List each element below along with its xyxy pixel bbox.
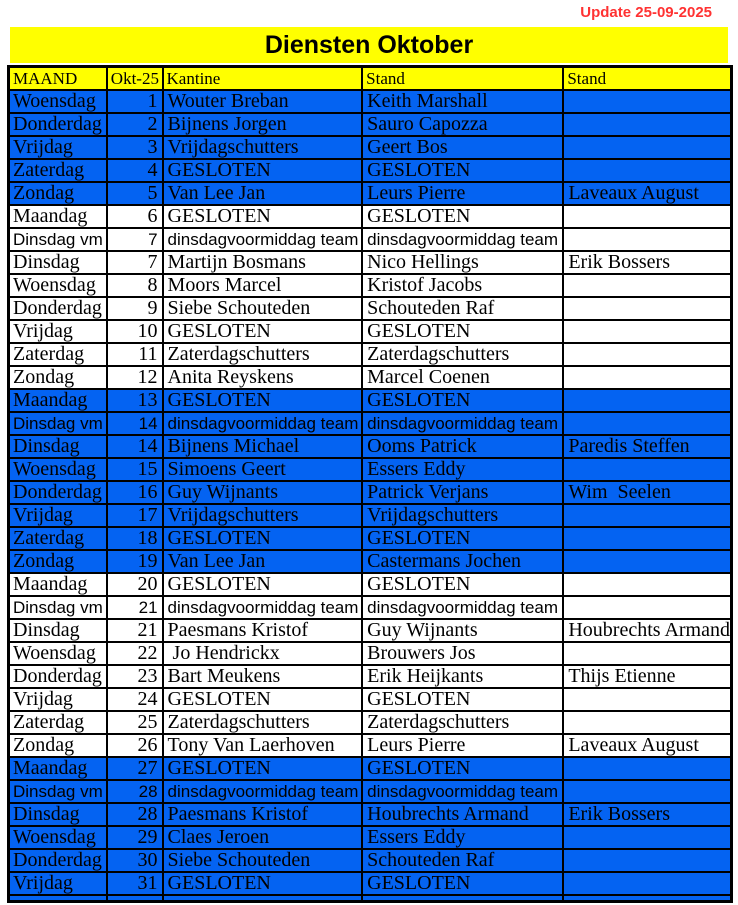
cell-stand: Ooms Patrick [362,435,563,458]
table-row [9,274,732,297]
cell-stand-extra [563,757,731,780]
cell-kantine: dinsdagvoormiddag team [163,228,363,251]
table-row [9,136,732,159]
cell-date: 20 [107,573,163,596]
cell-kantine: Vrijdagschutters [163,136,363,159]
cell-stand: Brouwers Jos [362,642,563,665]
cell-stand: GESLOTEN [362,757,563,780]
cell-kantine: Bijnens Jorgen [163,113,363,136]
cell-day: Donderdag [9,113,107,136]
spacer-cell [107,895,163,902]
table-row [9,711,732,734]
table-row [9,872,732,895]
table-row [9,665,732,688]
cell-kantine: Van Lee Jan [163,182,363,205]
cell-stand: Sauro Capozza [362,113,563,136]
cell-day: Maandag [9,205,107,228]
col-header-maand: MAAND [9,67,107,91]
cell-day: Zondag [9,182,107,205]
cell-date: 29 [107,826,163,849]
cell-kantine: GESLOTEN [163,872,363,895]
cell-day: Dinsdag [9,803,107,826]
cell-day: Donderdag [9,665,107,688]
cell-stand: GESLOTEN [362,159,563,182]
table-row [9,573,732,596]
cell-stand-extra [563,113,731,136]
table-row [9,343,732,366]
cell-stand-extra: Laveaux August [563,734,731,757]
cell-stand-extra [563,642,731,665]
table-row [9,596,732,619]
cell-date: 21 [107,596,163,619]
cell-kantine: GESLOTEN [163,527,363,550]
cell-kantine: GESLOTEN [163,159,363,182]
cell-date: 31 [107,872,163,895]
cell-stand-extra: Laveaux August [563,182,731,205]
cell-kantine: Van Lee Jan [163,550,363,573]
cell-date: 28 [107,780,163,803]
cell-date: 16 [107,481,163,504]
cell-kantine: Siebe Schouteden [163,849,363,872]
cell-stand: Kristof Jacobs [362,274,563,297]
table-body [9,90,732,895]
cell-kantine: Moors Marcel [163,274,363,297]
cell-day: Dinsdag vm [9,596,107,619]
cell-day: Zaterdag [9,527,107,550]
cell-date: 15 [107,458,163,481]
cell-day: Maandag [9,389,107,412]
cell-stand: Guy Wijnants [362,619,563,642]
cell-day: Maandag [9,757,107,780]
cell-day: Zondag [9,550,107,573]
cell-day: Dinsdag [9,435,107,458]
cell-stand: dinsdagvoormiddag team [362,780,563,803]
cell-kantine: Jo Hendrickx [163,642,363,665]
table-row [9,366,732,389]
cell-kantine: GESLOTEN [163,205,363,228]
cell-stand-extra: Paredis Steffen [563,435,731,458]
cell-date: 24 [107,688,163,711]
cell-kantine: GESLOTEN [163,389,363,412]
cell-day: Zaterdag [9,343,107,366]
cell-stand-extra [563,205,731,228]
cell-kantine: Bijnens Michael [163,435,363,458]
table-row [9,527,732,550]
cell-stand-extra [563,504,731,527]
table-row [9,159,732,182]
cell-stand: Leurs Pierre [362,182,563,205]
roster-table [7,65,733,903]
spacer-cell [563,895,731,902]
cell-date: 17 [107,504,163,527]
table-footer [9,895,732,902]
cell-stand-extra [563,159,731,182]
cell-kantine: Zaterdagschutters [163,711,363,734]
cell-date: 3 [107,136,163,159]
table-row [9,780,732,803]
cell-stand-extra: Erik Bossers [563,803,731,826]
table-row [9,504,732,527]
cell-day: Maandag [9,573,107,596]
cell-date: 1 [107,90,163,113]
cell-stand: Marcel Coenen [362,366,563,389]
cell-date: 14 [107,435,163,458]
cell-stand-extra [563,849,731,872]
cell-stand: Castermans Jochen [362,550,563,573]
cell-stand: Houbrechts Armand [362,803,563,826]
roster-table-wrap [7,65,733,903]
cell-day: Vrijdag [9,872,107,895]
table-row [9,550,732,573]
table-row [9,481,732,504]
cell-stand: GESLOTEN [362,320,563,343]
cell-stand: dinsdagvoormiddag team [362,228,563,251]
cell-stand-extra [563,550,731,573]
table-row [9,320,732,343]
cell-kantine: Wouter Breban [163,90,363,113]
cell-stand: GESLOTEN [362,205,563,228]
cell-date: 23 [107,665,163,688]
page-title: Diensten Oktober [264,30,474,59]
cell-date: 14 [107,412,163,435]
cell-kantine: dinsdagvoormiddag team [163,412,363,435]
cell-stand: GESLOTEN [362,389,563,412]
cell-day: Woensdag [9,826,107,849]
header-row [9,67,732,91]
cell-stand-extra [563,136,731,159]
table-row [9,803,732,826]
table-row [9,642,732,665]
cell-stand-extra [563,826,731,849]
cell-kantine: GESLOTEN [163,573,363,596]
cell-stand: dinsdagvoormiddag team [362,412,563,435]
cell-day: Vrijdag [9,320,107,343]
spacer-row [9,895,732,902]
table-row [9,228,732,251]
cell-stand: Schouteden Raf [362,297,563,320]
spacer-cell [163,895,363,902]
cell-date: 28 [107,803,163,826]
cell-date: 30 [107,849,163,872]
cell-day: Dinsdag vm [9,228,107,251]
cell-day: Vrijdag [9,136,107,159]
cell-stand-extra [563,780,731,803]
cell-stand: Leurs Pierre [362,734,563,757]
spacer-cell [362,895,563,902]
cell-stand-extra [563,573,731,596]
cell-date: 8 [107,274,163,297]
table-row [9,412,732,435]
cell-date: 12 [107,366,163,389]
update-date-label: Update 25-09-2025 [580,4,712,21]
cell-stand-extra [563,412,731,435]
cell-date: 7 [107,251,163,274]
cell-stand-extra [563,90,731,113]
cell-kantine: dinsdagvoormiddag team [163,596,363,619]
cell-date: 22 [107,642,163,665]
table-row [9,826,732,849]
table-row [9,389,732,412]
cell-stand-extra [563,343,731,366]
cell-date: 4 [107,159,163,182]
cell-stand-extra [563,389,731,412]
cell-day: Dinsdag [9,619,107,642]
cell-day: Vrijdag [9,504,107,527]
cell-stand: Schouteden Raf [362,849,563,872]
cell-day: Donderdag [9,849,107,872]
cell-kantine: Anita Reyskens [163,366,363,389]
cell-stand-extra [563,274,731,297]
cell-kantine: Simoens Geert [163,458,363,481]
cell-date: 19 [107,550,163,573]
cell-date: 11 [107,343,163,366]
cell-kantine: dinsdagvoormiddag team [163,780,363,803]
table-row [9,688,732,711]
cell-date: 25 [107,711,163,734]
cell-day: Vrijdag [9,688,107,711]
cell-stand: Keith Marshall [362,90,563,113]
spacer-cell [9,895,107,902]
cell-stand-extra [563,711,731,734]
cell-stand: dinsdagvoormiddag team [362,596,563,619]
col-header-stand-1: Stand [362,67,563,91]
cell-stand: Patrick Verjans [362,481,563,504]
cell-stand: Nico Hellings [362,251,563,274]
col-header-okt25: Okt-25 [107,67,163,91]
cell-date: 10 [107,320,163,343]
cell-stand: GESLOTEN [362,527,563,550]
cell-stand-extra [563,366,731,389]
cell-kantine: Guy Wijnants [163,481,363,504]
cell-stand-extra: Erik Bossers [563,251,731,274]
cell-kantine: Bart Meukens [163,665,363,688]
cell-kantine: GESLOTEN [163,320,363,343]
cell-kantine: Martijn Bosmans [163,251,363,274]
cell-stand: Erik Heijkants [362,665,563,688]
cell-day: Zaterdag [9,159,107,182]
cell-stand-extra [563,688,731,711]
cell-kantine: GESLOTEN [163,757,363,780]
table-row [9,182,732,205]
table-row [9,113,732,136]
cell-stand: Zaterdagschutters [362,711,563,734]
table-row [9,90,732,113]
cell-stand: GESLOTEN [362,688,563,711]
cell-day: Zondag [9,366,107,389]
cell-kantine: Paesmans Kristof [163,619,363,642]
cell-day: Zaterdag [9,711,107,734]
cell-stand: Essers Eddy [362,826,563,849]
cell-stand-extra: Thijs Etienne [563,665,731,688]
cell-day: Dinsdag [9,251,107,274]
table-row [9,619,732,642]
table-row [9,458,732,481]
cell-date: 2 [107,113,163,136]
cell-stand: Geert Bos [362,136,563,159]
cell-stand-extra [563,320,731,343]
cell-kantine: Tony Van Laerhoven [163,734,363,757]
cell-stand-extra [563,872,731,895]
cell-kantine: GESLOTEN [163,688,363,711]
cell-stand-extra [563,596,731,619]
cell-date: 18 [107,527,163,550]
col-header-stand-2: Stand [563,67,731,91]
cell-stand-extra: Wim Seelen [563,481,731,504]
col-header-kantine: Kantine [163,67,363,91]
cell-day: Zondag [9,734,107,757]
cell-stand-extra [563,228,731,251]
cell-stand-extra: Houbrechts Armand [563,619,731,642]
cell-date: 5 [107,182,163,205]
cell-date: 7 [107,228,163,251]
cell-stand-extra [563,458,731,481]
cell-date: 26 [107,734,163,757]
table-row [9,757,732,780]
cell-day: Donderdag [9,481,107,504]
cell-day: Woensdag [9,642,107,665]
cell-stand: GESLOTEN [362,872,563,895]
cell-date: 9 [107,297,163,320]
cell-stand: Vrijdagschutters [362,504,563,527]
table-row [9,849,732,872]
cell-day: Woensdag [9,458,107,481]
cell-date: 13 [107,389,163,412]
cell-day: Dinsdag vm [9,780,107,803]
title-banner [10,27,728,63]
table-row [9,297,732,320]
cell-kantine: Claes Jeroen [163,826,363,849]
cell-stand: Essers Eddy [362,458,563,481]
table-row [9,205,732,228]
cell-kantine: Paesmans Kristof [163,803,363,826]
cell-kantine: Zaterdagschutters [163,343,363,366]
cell-date: 27 [107,757,163,780]
cell-stand-extra [563,297,731,320]
table-row [9,435,732,458]
cell-date: 6 [107,205,163,228]
cell-day: Dinsdag vm [9,412,107,435]
cell-day: Donderdag [9,297,107,320]
cell-day: Woensdag [9,274,107,297]
table-row [9,734,732,757]
cell-stand: Zaterdagschutters [362,343,563,366]
cell-stand-extra [563,527,731,550]
cell-date: 21 [107,619,163,642]
cell-kantine: Vrijdagschutters [163,504,363,527]
cell-kantine: Siebe Schouteden [163,297,363,320]
cell-day: Woensdag [9,90,107,113]
table-row [9,251,732,274]
cell-stand: GESLOTEN [362,573,563,596]
